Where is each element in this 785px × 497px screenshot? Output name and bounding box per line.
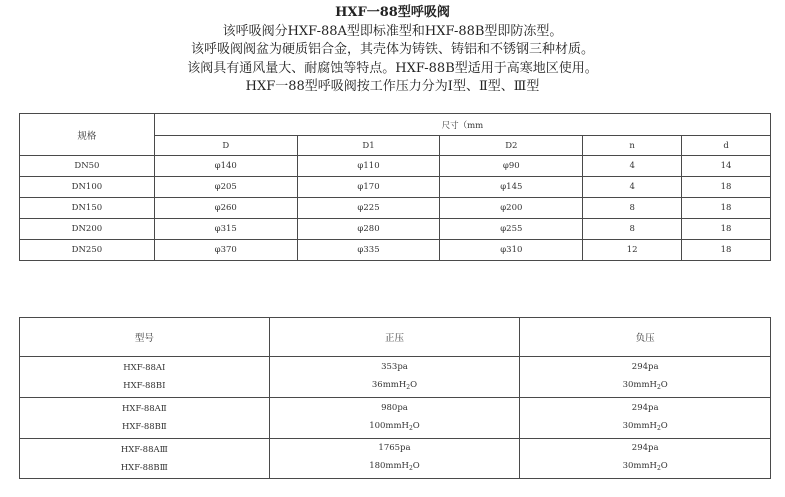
table-row — [20, 198, 771, 219]
table-row — [20, 439, 771, 479]
model-a: HXF-88AⅢ — [120, 444, 168, 455]
pressure-table — [19, 317, 771, 479]
n-cell: 8 — [583, 219, 682, 240]
intro-block — [0, 4, 785, 97]
negative-pa: 294pa — [631, 443, 659, 453]
model-b: HXF-88BⅢ — [120, 462, 168, 473]
d-cell: 18 — [682, 177, 771, 198]
table-row — [20, 240, 771, 261]
n-cell: 12 — [583, 240, 682, 261]
table-row — [20, 156, 771, 177]
positive-pressure-cell — [269, 398, 520, 439]
model-cell — [20, 439, 270, 479]
pressure-header-row — [20, 318, 771, 357]
d-cell: 14 — [682, 156, 771, 177]
table-row — [20, 398, 771, 439]
D-cell: φ205 — [154, 177, 297, 198]
model-a: HXF-88AⅡ — [122, 404, 167, 414]
D1-cell: φ335 — [297, 240, 440, 261]
page-title: HXF一88型呼吸阀 — [335, 5, 450, 20]
intro-line-1: 该呼吸阀分HXF-88A型即标准型和HXF-88B型即防冻型。 — [222, 23, 563, 39]
negative-pressure-cell — [520, 439, 771, 479]
negative-pressure-cell — [520, 398, 771, 439]
model-b: HXF-88BⅠ — [123, 381, 166, 391]
D-cell: φ260 — [154, 198, 297, 219]
column-header-n: n — [583, 136, 682, 156]
spec-table — [19, 113, 771, 261]
positive-pressure-header: 正压 — [269, 318, 520, 357]
D2-cell: φ255 — [440, 219, 583, 240]
table-row — [20, 219, 771, 240]
column-header-D: D — [154, 136, 297, 156]
table-row — [20, 357, 771, 398]
D2-cell: φ200 — [440, 198, 583, 219]
negative-mmh2o: 30mmH$_2$O — [622, 420, 668, 432]
D2-cell: φ310 — [440, 240, 583, 261]
D2-cell: φ90 — [440, 156, 583, 177]
n-cell: 8 — [583, 198, 682, 219]
spec-cell: DN200 — [20, 219, 155, 240]
positive-pa: 980pa — [381, 402, 408, 413]
model-a: HXF-88AⅠ — [123, 363, 166, 373]
spec-cell: DN100 — [20, 177, 155, 198]
intro-line-3: 该阀具有通风量大、耐腐蚀等特点。HXF-88B型适用于高寒地区使用。 — [187, 60, 598, 76]
n-cell: 4 — [583, 177, 682, 198]
negative-pa: 294pa — [631, 402, 659, 413]
negative-pressure-header: 负压 — [520, 318, 771, 357]
positive-mmh2o: 180mmH$_2$O — [369, 461, 420, 472]
intro-line-2: 该呼吸阀阀盆为硬质铝合金，其壳体为铸铁、铸铝和不锈钢三种材质。 — [190, 42, 594, 57]
d-cell: 18 — [682, 219, 771, 240]
D1-cell: φ110 — [297, 156, 440, 177]
column-header-D2: D2 — [440, 136, 583, 156]
D-cell: φ140 — [154, 156, 297, 177]
D1-cell: φ225 — [297, 198, 440, 219]
D1-cell: φ170 — [297, 177, 440, 198]
negative-pressure-cell — [520, 357, 771, 398]
negative-mmh2o: 30mmH$_2$O — [622, 461, 668, 472]
negative-pa: 294pa — [631, 361, 659, 372]
spec-header-row — [20, 114, 771, 136]
column-header-d: d — [682, 136, 771, 156]
D1-cell: φ280 — [297, 219, 440, 240]
size-label-header: 尺寸（mm — [154, 114, 770, 136]
D-cell: φ315 — [154, 219, 297, 240]
positive-pa: 353pa — [381, 361, 408, 372]
spec-cell: DN50 — [20, 156, 155, 177]
d-cell: 18 — [682, 198, 771, 219]
model-b: HXF-88BⅡ — [121, 422, 167, 432]
table-row — [20, 177, 771, 198]
spec-cell: DN250 — [20, 240, 155, 261]
d-cell: 18 — [682, 240, 771, 261]
positive-mmh2o: 36mmH$_2$O — [371, 379, 418, 391]
D-cell: φ370 — [154, 240, 297, 261]
positive-mmh2o: 100mmH$_2$O — [369, 420, 420, 432]
spec-cell: DN150 — [20, 198, 155, 219]
positive-pa: 1765pa — [378, 443, 411, 453]
D2-cell: φ145 — [440, 177, 583, 198]
n-cell: 4 — [583, 156, 682, 177]
intro-line-4: HXF一88型呼吸阀按工作压力分为Ⅰ型、Ⅱ型、Ⅲ型 — [245, 79, 540, 94]
model-header: 型号 — [20, 318, 270, 357]
positive-pressure-cell — [269, 439, 520, 479]
model-cell — [20, 398, 270, 439]
column-header-D1: D1 — [297, 136, 440, 156]
spec-label-header: 规格 — [20, 114, 155, 156]
positive-pressure-cell — [269, 357, 520, 398]
negative-mmh2o: 30mmH$_2$O — [622, 379, 668, 391]
model-cell — [20, 357, 270, 398]
